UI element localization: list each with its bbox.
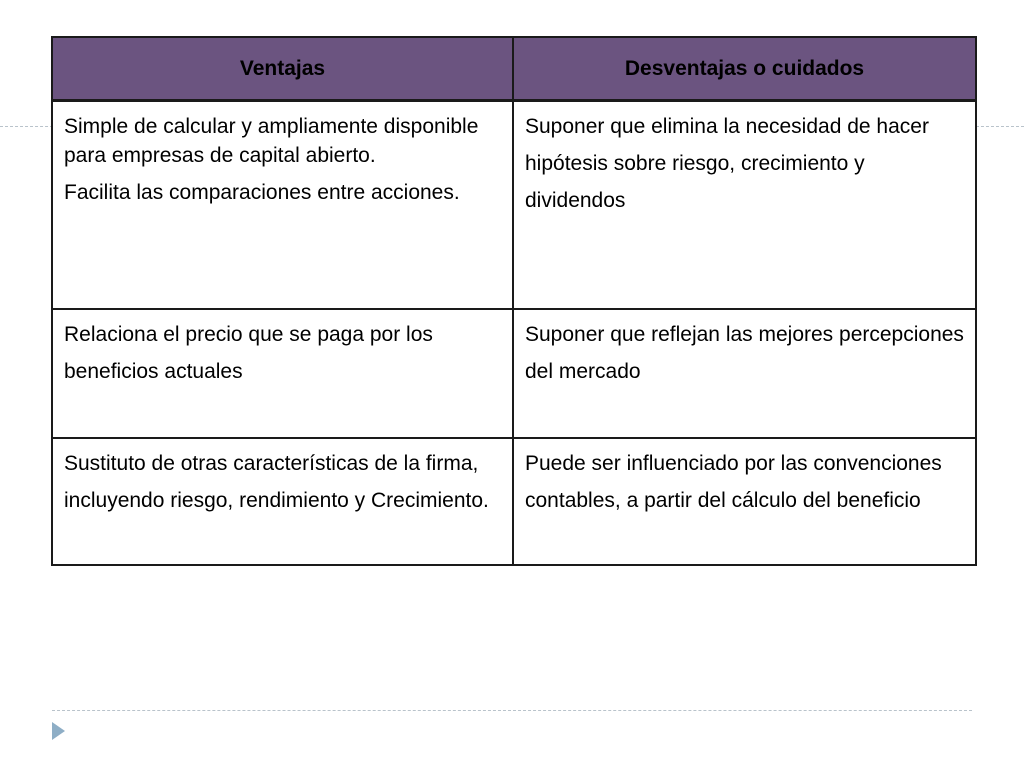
cell-text: Suponer que reflejan las mejores percepciones del mercado <box>525 323 964 383</box>
triangle-right-icon <box>52 722 65 740</box>
header-ventajas: Ventajas <box>52 37 513 101</box>
cell-ventajas <box>52 309 513 438</box>
table-header-row <box>52 37 976 101</box>
table-row <box>52 101 976 310</box>
header-desventajas: Desventajas o cuidados <box>513 37 976 101</box>
cell-desventajas <box>513 438 976 565</box>
cell-text: Puede ser influenciado por las convenciones contables, a partir del cálculo del beneficio <box>525 452 942 512</box>
cell-text: Suponer que elimina la necesidad de hacer hipótesis sobre riesgo, crecimiento y dividendos <box>525 115 929 212</box>
comparison-table <box>51 36 977 566</box>
cell-desventajas <box>513 309 976 438</box>
cell-text: Relaciona el precio que se paga por los beneficios actuales <box>64 323 433 383</box>
cell-text: Facilita las comparaciones entre acciones. <box>64 181 460 204</box>
table-row <box>52 438 976 565</box>
cell-text: Sustituto de otras características de la firma, incluyendo riesgo, rendimiento y Crecimiento. <box>64 452 489 512</box>
cell-ventajas <box>52 101 513 310</box>
table-row <box>52 309 976 438</box>
cell-text: Simple de calcular y ampliamente disponible para empresas de capital abierto. <box>64 115 479 167</box>
cell-ventajas <box>52 438 513 565</box>
cell-desventajas <box>513 101 976 310</box>
dashed-rule-bottom <box>52 710 972 711</box>
